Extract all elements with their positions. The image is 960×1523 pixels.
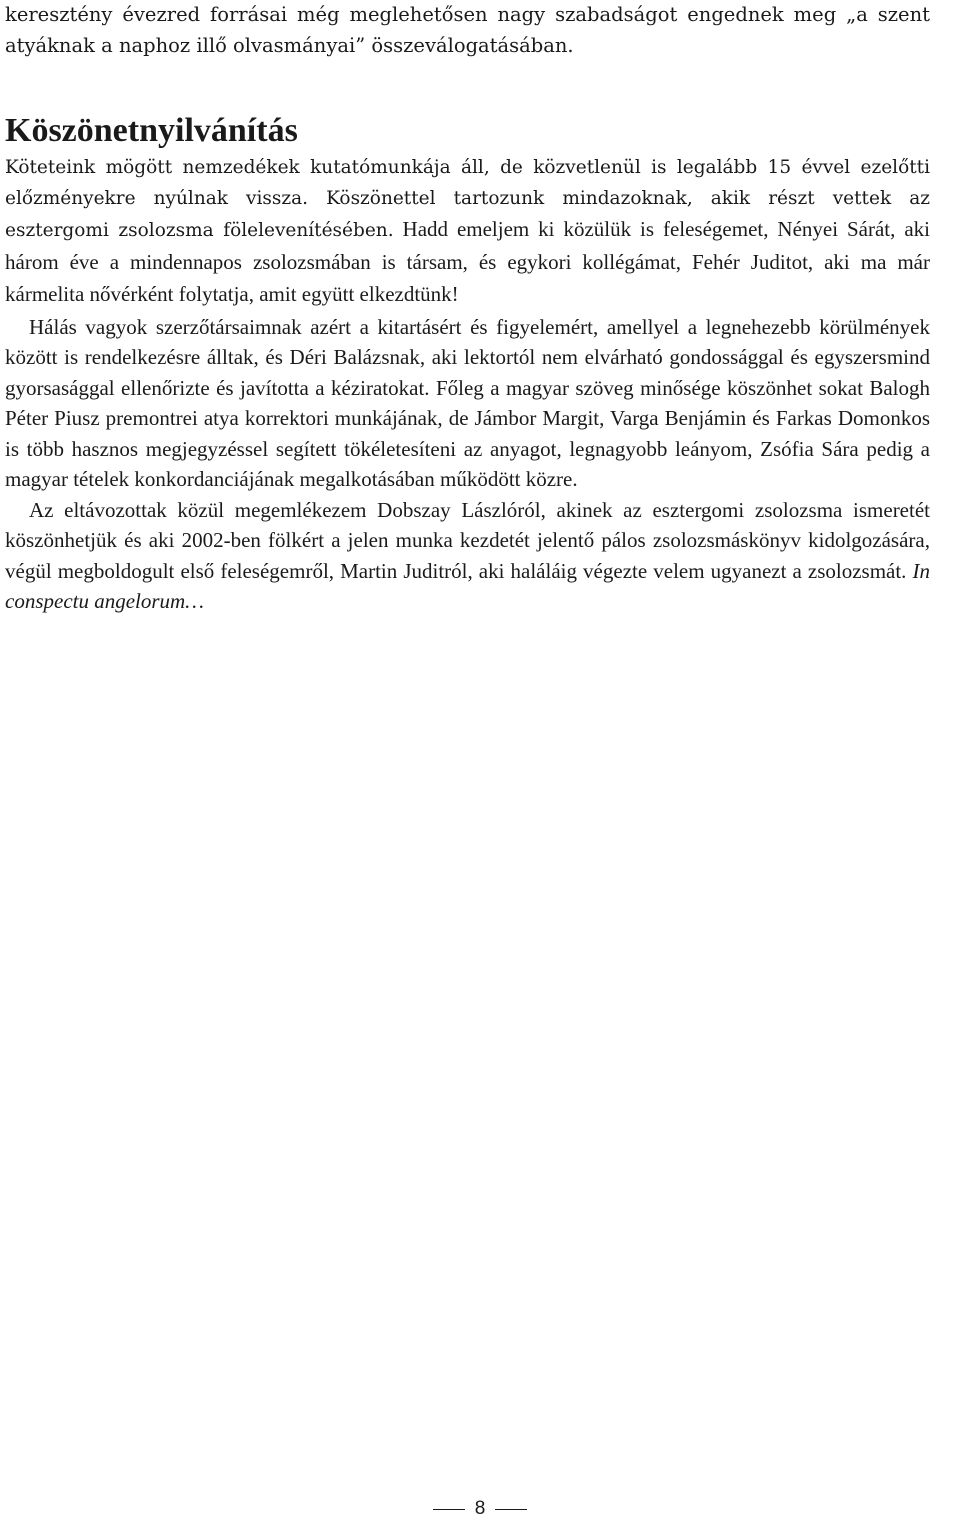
section-heading: Köszönetnyilvánítás [5, 112, 298, 149]
paragraph-1-part-1: Köteteink mögött nemzedékek kutatómunkája áll, de közvetlenül is legalább 15 évvel ezelőtti előzményekre nyúlnak vissza. Köszönettel tartozunk mindazoknak, akik részt vettek az esztergomi zsolozsma fölelevenítésében. [5, 157, 930, 241]
paragraph-3-text: Az eltávozottak közül megemlékezem Dobszay Lászlóról, akinek az esztergomi zsolozsma ismeretét köszönhetjük és aki 2002-ben fölkért a jelen munka kezdetét jelentő pálos zsolozsmáskönyv kidolgozására, végül megboldogult első feleségemről, Martin Juditról, aki haláláig végezte velem ugyanezt a zsolozsmát. [5, 497, 930, 583]
paragraph-1-part-2: Hadd emeljem ki közülük is feleségemet, Nényei Sárát, aki három éve a mindennapos zsolozsmában is társam, és egykori kollégámat, Fehér Juditot, aki ma már kármelita nővérként folytatja, amit együtt elkezdtünk! [5, 217, 930, 306]
document-page [5, 0, 930, 617]
page-number: 8 [474, 1498, 486, 1519]
acknowledgements-body [5, 153, 930, 617]
footer-rule-left [433, 1509, 465, 1510]
intro-paragraph: keresztény évezred forrásai még meglehetősen nagy szabadságot engednek meg „a szent atyáknak a naphoz illő olvasmányai” összeválogatásában. [5, 3, 930, 57]
acknowledgement-paragraph-2: Hálás vagyok szerzőtársaimnak azért a kitartásért és figyelemért, amellyel a legnehezebb körülmények között is rendelkezésre álltak, és Déri Balázsnak, aki lektortól nem elvárható gondossággal és egyszersmind gyorsasággal ellenőrizte és javította a kéziratokat. Főleg a magyar szöveg minősége köszönhet sokat Balogh Péter Piusz premontrei atya korrektori munkájának, de Jámbor Margit, Varga Benjámin és Farkas Domonkos is több hasznos megjegyzéssel segített tökéletesíteni az anyagot, legnagyobb leányom, Zsófia Sára pedig a magyar tételek konkordanciájának megalkotásában működött közre. [5, 314, 930, 491]
closing-latin-phrase: In conspectu angelorum… [5, 558, 930, 613]
acknowledgement-paragraph-3 [5, 495, 930, 617]
acknowledgement-paragraph-1 [5, 153, 930, 312]
footer-rule-right [495, 1509, 527, 1510]
